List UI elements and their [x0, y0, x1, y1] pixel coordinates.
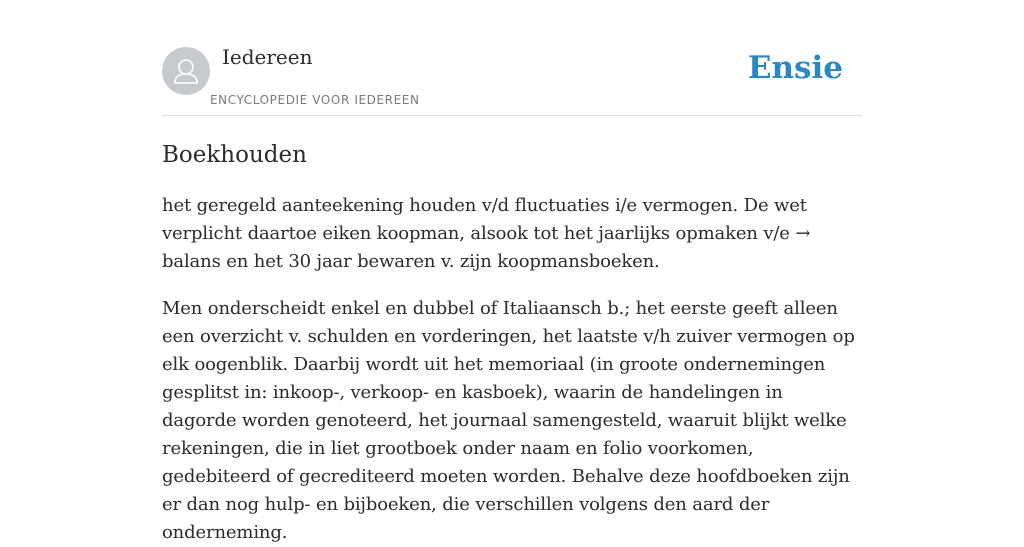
- tagline: ENCYCLOPEDIE VOOR IEDEREEN: [210, 93, 420, 107]
- header: [162, 0, 862, 116]
- author-name-link[interactable]: Iedereen: [222, 45, 313, 69]
- article-paragraph-2: Men onderscheidt enkel en dubbel of Italiaansch b.; het eerste geeft alleen een overzicht v. schulden en vorderingen, het laatste v/h zuiver vermogen op elk oogenblik. Daarbij wordt uit het memoriaal (in groote ondernemingen gesplitst in: inkoop-, verkoop- en kasboek), waarin de handelingen in dagorde worden genoteerd, het journaal samengesteld, waaruit blijkt welke rekeningen, die in liet grootboek onder naam en folio voorkomen, gedebiteerd of gecrediteerd moeten worden. Behalve deze hoofdboeken zijn er dan nog hulp- en bijboeken, die verschillen volgens den aard der onderneming.: [162, 298, 855, 543]
- article: [162, 138, 862, 547]
- article-title: Boekhouden: [162, 142, 307, 168]
- article-paragraph-1: het geregeld aanteekening houden v/d fluctuaties i/e vermogen. De wet verplicht daartoe eiken koopman, alsook tot het jaarlijks opmaken v/e → balans en het 30 jaar bewaren v. zijn koopmansboeken.: [162, 195, 811, 272]
- brand-logo-link[interactable]: Ensie: [747, 50, 843, 86]
- user-avatar-icon[interactable]: [162, 47, 210, 95]
